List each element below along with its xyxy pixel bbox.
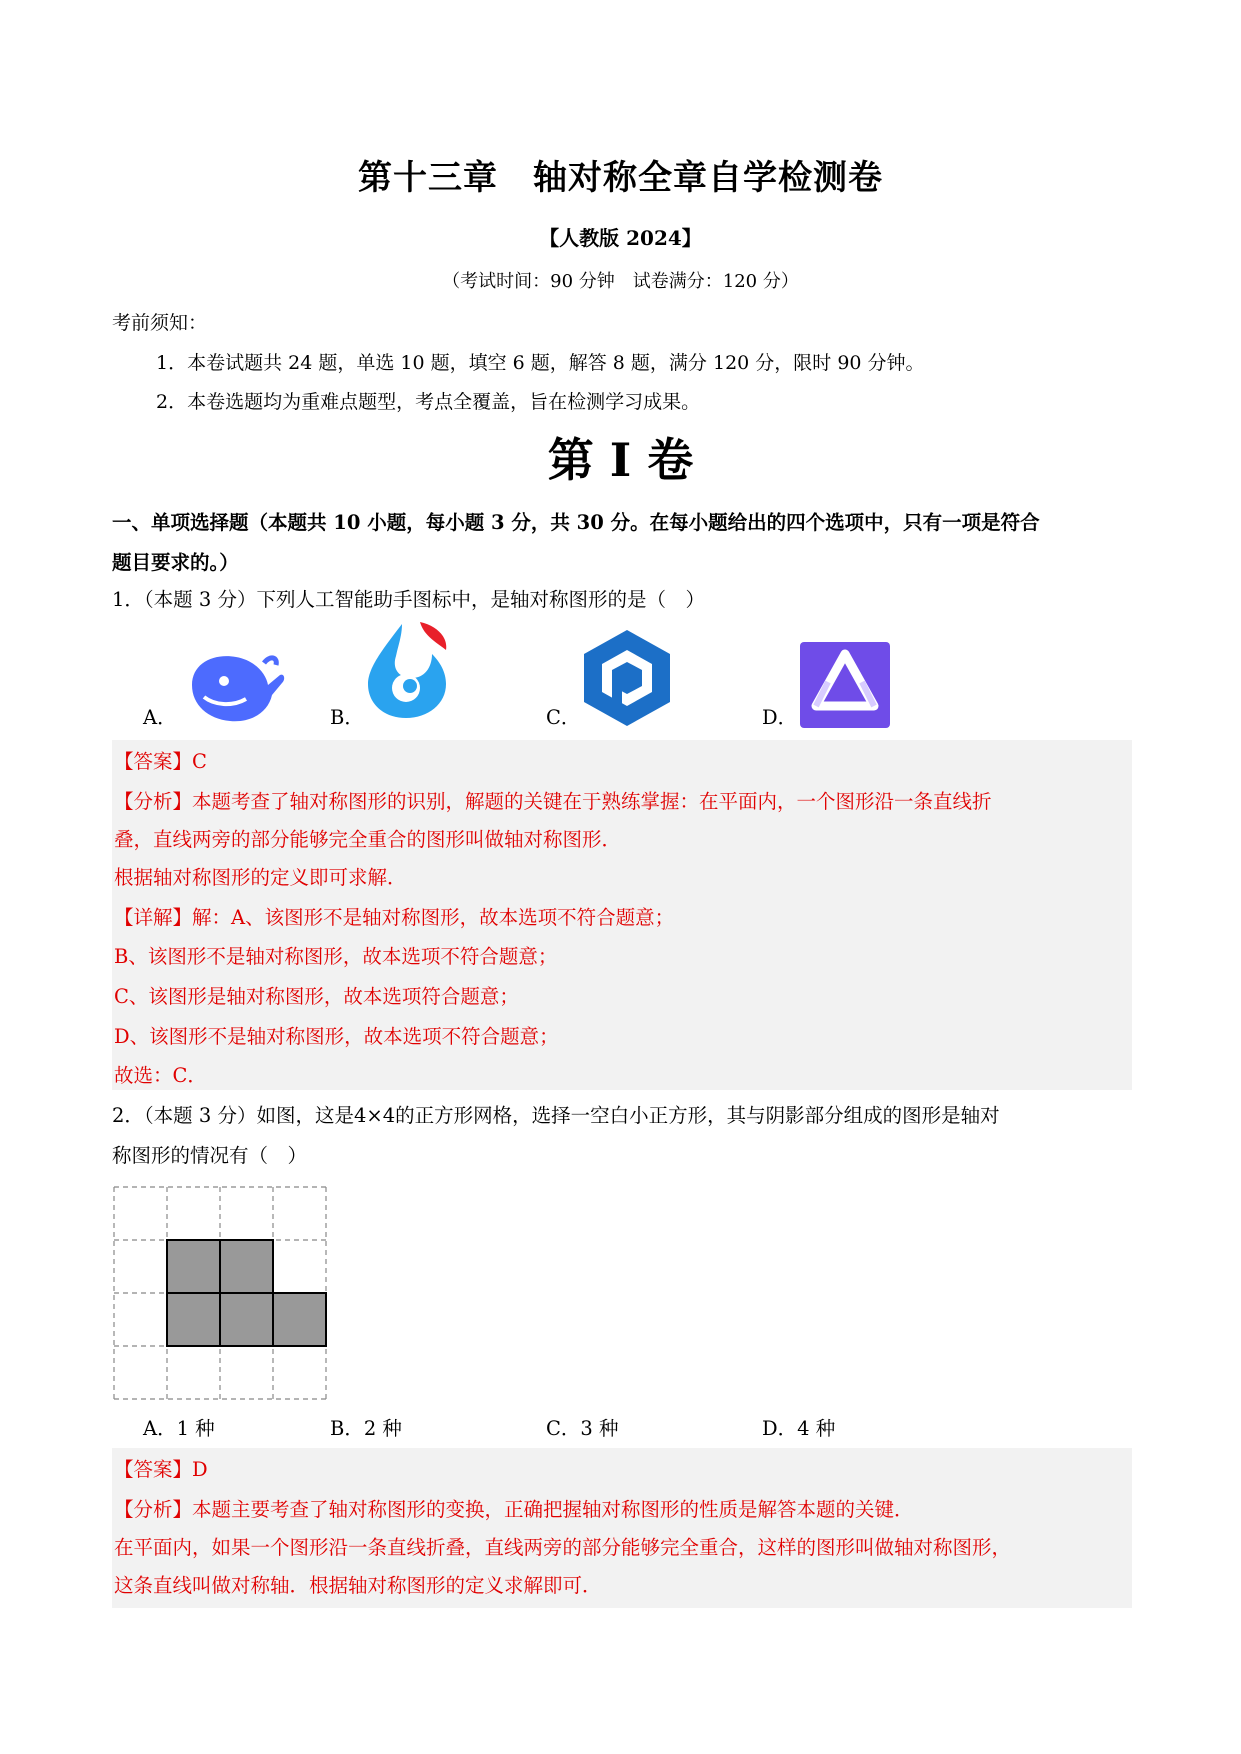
q1-stem: 1．（本题 3 分）下列人工智能助手图标中，是轴对称图形的是（ ）	[112, 588, 705, 611]
q1-option-a-label: A．	[143, 706, 177, 729]
q1-answer-line: 故选：C．	[114, 1064, 207, 1087]
q2-answer-line: 【答案】D	[114, 1458, 208, 1481]
grid-svg	[112, 1185, 332, 1405]
exam-title: 第十三章 轴对称全章自学检测卷	[358, 158, 883, 198]
section-heading-line1: 一、单项选择题（本题共 10 小题，每小题 3 分，共 30 分。在每小题给出的四个选项中，只有一项是符合	[112, 511, 1040, 534]
q1-answer-box	[112, 740, 1132, 1090]
hexagon-cube-logo-icon	[582, 628, 672, 732]
shaded-cell	[220, 1240, 273, 1293]
q1-option-c-label: C．	[546, 706, 581, 729]
whale-logo-icon	[184, 645, 288, 729]
q2-option-a: A．1 种	[143, 1417, 215, 1440]
q1-option-b-label: B．	[330, 706, 364, 729]
shaded-cell	[273, 1293, 326, 1346]
shaded-cell	[220, 1293, 273, 1346]
q2-answer-line: 在平面内，如果一个图形沿一条直线折叠，直线两旁的部分能够完全重合，这样的图形叫做轴对称图形，	[114, 1536, 1012, 1559]
q1-answer-line: C、该图形是轴对称图形，故本选项符合题意；	[114, 985, 519, 1008]
notice-item-1: 1．本卷试题共 24 题，单选 10 题，填空 6 题，解答 8 题，满分 120 分，限时 90 分钟。	[156, 352, 925, 374]
flame-drop-logo-icon	[362, 620, 452, 724]
q1-answer-line: D、该图形不是轴对称图形，故本选项不符合题意；	[114, 1025, 559, 1048]
q2-stem	[112, 1096, 1132, 1176]
q2-option-b: B．2 种	[330, 1417, 402, 1440]
notice-item-2: 2．本卷选题均为重难点题型，考点全覆盖，旨在检测学习成果。	[156, 391, 701, 413]
notice-title: 考前须知：	[112, 312, 208, 334]
q2-answer-line: 【分析】本题主要考查了轴对称图形的变换，正确把握轴对称图形的性质是解答本题的关键．	[114, 1498, 914, 1521]
q2-stem-line1: 2．（本题 3 分）如图，这是4×4的正方形网格，选择一空白小正方形，其与阴影部分组成的图形是轴对	[112, 1104, 1000, 1127]
q1-answer-line: 【答案】C	[114, 750, 207, 773]
section-heading	[112, 503, 1132, 583]
q1-answer-line: B、该图形不是轴对称图形，故本选项不符合题意；	[114, 945, 558, 968]
q2-answer-line: 这条直线叫做对称轴．根据轴对称图形的定义求解即可．	[114, 1574, 602, 1597]
q1-answer-line: 根据轴对称图形的定义即可求解．	[114, 866, 407, 889]
volume-title: 第 I 卷	[547, 433, 694, 487]
q2-answer-box	[112, 1448, 1132, 1608]
q1-answer-line: 叠，直线两旁的部分能够完全重合的图形叫做轴对称图形．	[114, 828, 622, 851]
shaded-cell	[167, 1240, 220, 1293]
section-heading-line2: 题目要求的。）	[112, 551, 239, 574]
impossible-triangle-logo-icon	[800, 642, 890, 732]
q1-option-d-label: D．	[762, 706, 798, 729]
q1-answer-line: 【分析】本题考查了轴对称图形的识别，解题的关键在于熟练掌握：在平面内，一个图形沿一条直线折	[114, 790, 992, 813]
q2-option-d: D．4 种	[762, 1417, 836, 1440]
time-info: （考试时间：90 分钟 试卷满分：120 分）	[442, 271, 799, 292]
q1-answer-line: 【详解】解：A、该图形不是轴对称图形，故本选项不符合题意；	[114, 906, 675, 929]
q2-option-c: C．3 种	[546, 1417, 619, 1440]
q2-grid-figure	[112, 1185, 332, 1409]
edition-label: 【人教版 2024】	[539, 226, 702, 250]
q2-stem-line2: 称图形的情况有（ ）	[112, 1144, 308, 1167]
shaded-cell	[167, 1293, 220, 1346]
